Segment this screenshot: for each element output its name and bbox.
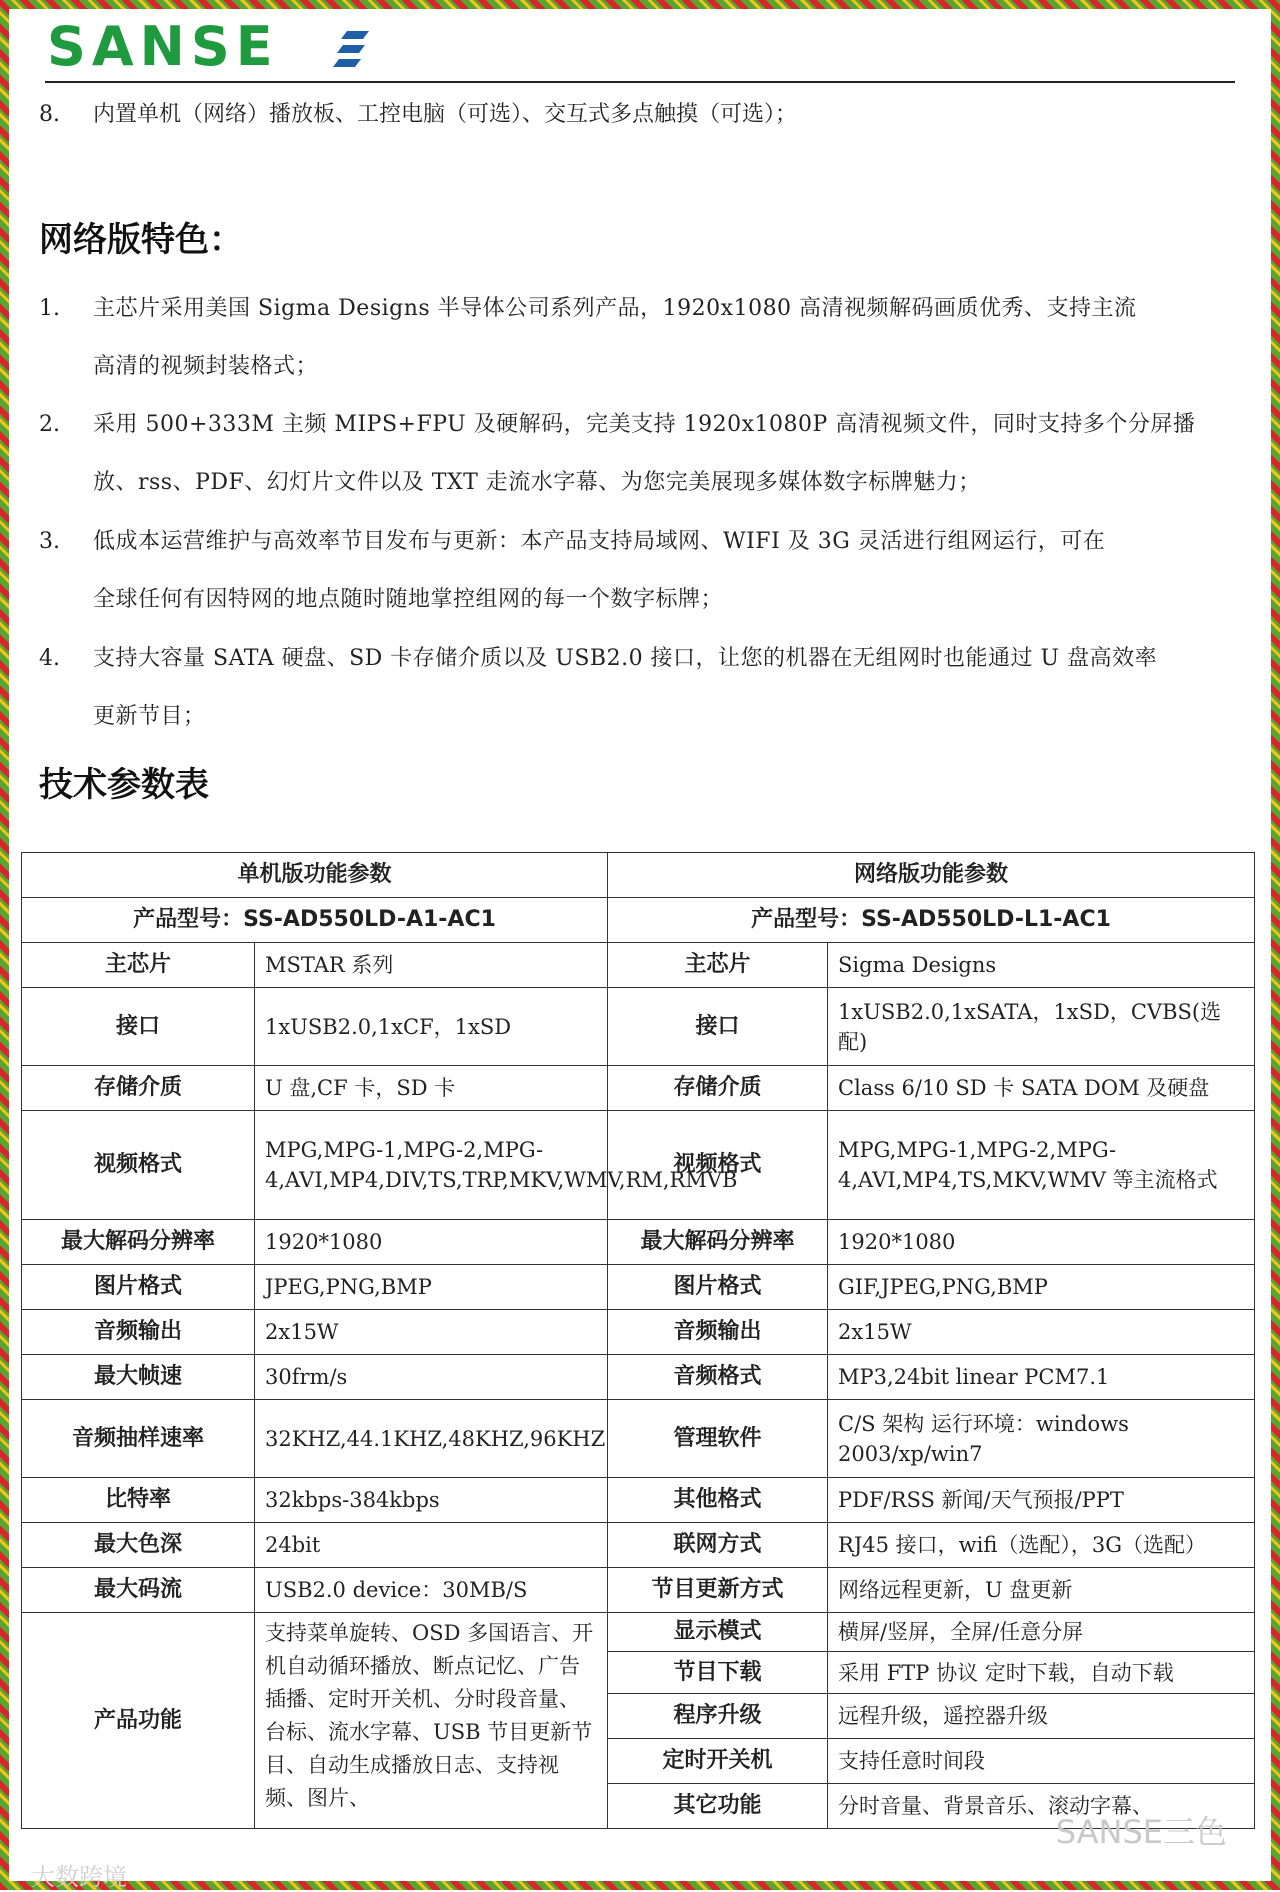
spec-value-left: U 盘,CF 卡，SD 卡 <box>255 1066 608 1111</box>
spec-value-right: 1xUSB2.0,1xSATA，1xSD，CVBS(选配) <box>828 988 1255 1066</box>
header-divider <box>45 81 1235 83</box>
logo-mark-icon <box>333 31 369 67</box>
spec-label-left: 最大解码分辨率 <box>22 1220 255 1265</box>
table-row <box>22 1066 1255 1111</box>
product-function-value: 支持菜单旋转、OSD 多国语言、开机自动循环播放、断点记忆、广告插播、定时开关机、分时段音量、台标、流水字幕、USB 节目更新节目、自动生成播放日志、支持视频、图片、 <box>255 1613 608 1829</box>
spec-value-right: 横屏/竖屏，全屏/任意分屏 <box>828 1613 1255 1652</box>
spec-value-right: GIF,JPEG,PNG,BMP <box>828 1265 1255 1310</box>
feature-2-number: 2. <box>39 412 60 437</box>
spec-label-right: 程序升级 <box>608 1694 828 1739</box>
spec-value-right: PDF/RSS 新闻/天气预报/PPT <box>828 1478 1255 1523</box>
spec-value-right: C/S 架构 运行环境：windows 2003/xp/win7 <box>828 1400 1255 1478</box>
feature-4-number: 4. <box>39 646 60 671</box>
spec-label-right: 节目下载 <box>608 1652 828 1694</box>
spec-value-right: Sigma Designs <box>828 943 1255 988</box>
spec-value-right: 支持任意时间段 <box>828 1739 1255 1784</box>
table-row <box>22 1613 1255 1652</box>
spec-label-right: 显示模式 <box>608 1613 828 1652</box>
table-row <box>22 1111 1255 1220</box>
network-header: 网络版功能参数 <box>608 853 1255 898</box>
spec-value-left: 24bit <box>255 1523 608 1568</box>
feature-4-text: 支持大容量 SATA 硬盘、SD 卡存储介质以及 USB2.0 接口，让您的机器在无组网时也能通过 U 盘高效率 更新节目； <box>93 646 1158 729</box>
table-row <box>22 1220 1255 1265</box>
spec-value-left: 1xUSB2.0,1xCF，1xSD <box>255 988 608 1066</box>
table-row <box>22 1400 1255 1478</box>
table-row <box>22 988 1255 1066</box>
document-page <box>9 9 1271 1891</box>
spec-value-left: 30frm/s <box>255 1355 608 1400</box>
spec-value-right: 1920*1080 <box>828 1220 1255 1265</box>
spec-label-right: 管理软件 <box>608 1400 828 1478</box>
spec-value-right: 2x15W <box>828 1310 1255 1355</box>
standalone-header: 单机版功能参数 <box>22 853 608 898</box>
table-row <box>22 1478 1255 1523</box>
feature-1-text: 主芯片采用美国 Sigma Designs 半导体公司系列产品，1920x1080 高清视频解码画质优秀、支持主流 高清的视频封装格式； <box>93 296 1137 379</box>
spec-table <box>21 852 1255 1829</box>
table-row <box>22 943 1255 988</box>
spec-label-left: 比特率 <box>22 1478 255 1523</box>
spec-value-right: MPG,MPG-1,MPG-2,MPG-4,AVI,MP4,TS,MKV,WMV 等主流格式 <box>828 1111 1255 1220</box>
spec-value-left: 1920*1080 <box>255 1220 608 1265</box>
spec-value-right: RJ45 接口，wifi（选配），3G（选配） <box>828 1523 1255 1568</box>
feature-2-text: 采用 500+333M 主频 MIPS+FPU 及硬解码，完美支持 1920x1080P 高清视频文件，同时支持多个分屏播 放、rss、PDF、幻灯片文件以及 TXT 走流水字幕、为您完美展现多媒体数字标牌魅力； <box>93 412 1196 495</box>
spec-value-left: JPEG,PNG,BMP <box>255 1265 608 1310</box>
spec-label-right: 图片格式 <box>608 1265 828 1310</box>
spec-label-right: 联网方式 <box>608 1523 828 1568</box>
logo-text: SANSE <box>47 15 279 78</box>
spec-table-title: 技术参数表 <box>39 765 209 805</box>
table-row <box>22 1310 1255 1355</box>
network-features-title: 网络版特色： <box>39 220 243 260</box>
sanse-logo <box>47 17 387 77</box>
spec-label-right: 视频格式 <box>608 1111 828 1220</box>
table-row <box>22 1568 1255 1613</box>
spec-value-right: 分时音量、背景音乐、滚动字幕、 <box>828 1784 1255 1829</box>
spec-label-right: 接口 <box>608 988 828 1066</box>
spec-label-left: 图片格式 <box>22 1265 255 1310</box>
standalone-model: 产品型号：SS-AD550LD-A1-AC1 <box>22 898 608 943</box>
spec-value-left: 32kbps-384kbps <box>255 1478 608 1523</box>
spec-label-left: 最大帧速 <box>22 1355 255 1400</box>
spec-label-right: 音频格式 <box>608 1355 828 1400</box>
spec-label-right: 其他格式 <box>608 1478 828 1523</box>
feature-3-text: 低成本运营维护与高效率节目发布与更新：本产品支持局域网、WIFI 及 3G 灵活进行组网运行，可在 全球任何有因特网的地点随时随地掌控组网的每一个数字标牌； <box>93 529 1106 612</box>
spec-value-left: 32KHZ,44.1KHZ,48KHZ,96KHZ <box>255 1400 608 1478</box>
spec-value-right: Class 6/10 SD 卡 SATA DOM 及硬盘 <box>828 1066 1255 1111</box>
spec-label-left: 主芯片 <box>22 943 255 988</box>
spec-label-left: 音频抽样速率 <box>22 1400 255 1478</box>
table-row <box>22 1265 1255 1310</box>
spec-label-right: 定时开关机 <box>608 1739 828 1784</box>
feature-1-number: 1. <box>39 296 60 321</box>
spec-value-left: MSTAR 系列 <box>255 943 608 988</box>
table-header-row <box>22 853 1255 898</box>
feature-3-number: 3. <box>39 529 60 554</box>
spec-label-right: 其它功能 <box>608 1784 828 1829</box>
spec-value-left: MPG,MPG-1,MPG-2,MPG-4,AVI,MP4,DIV,TS,TRP,MKV,WMV,RM,RMVB <box>255 1111 608 1220</box>
spec-value-right: 远程升级，遥控器升级 <box>828 1694 1255 1739</box>
spec-value-left: 2x15W <box>255 1310 608 1355</box>
intro-item-text: 内置单机（网络）播放板、工控电脑（可选）、交互式多点触摸（可选）； <box>93 102 798 127</box>
spec-label-right: 音频输出 <box>608 1310 828 1355</box>
intro-item-number: 8. <box>39 102 60 127</box>
spec-label-left: 视频格式 <box>22 1111 255 1220</box>
watermark-left: 大数跨境 <box>31 1863 127 1891</box>
watermark-right: SANSE三色 <box>1055 1813 1227 1851</box>
network-model: 产品型号：SS-AD550LD-L1-AC1 <box>608 898 1255 943</box>
spec-label-left: 最大色深 <box>22 1523 255 1568</box>
table-row <box>22 1523 1255 1568</box>
spec-label-left: 存储介质 <box>22 1066 255 1111</box>
spec-value-left: USB2.0 device：30MB/S <box>255 1568 608 1613</box>
spec-label-left: 接口 <box>22 988 255 1066</box>
spec-value-right: 采用 FTP 协议 定时下载，自动下载 <box>828 1652 1255 1694</box>
table-row <box>22 1355 1255 1400</box>
spec-label-right: 最大解码分辨率 <box>608 1220 828 1265</box>
spec-label-right: 主芯片 <box>608 943 828 988</box>
spec-label-right: 存储介质 <box>608 1066 828 1111</box>
table-model-row <box>22 898 1255 943</box>
spec-label-left: 最大码流 <box>22 1568 255 1613</box>
spec-label-right: 节目更新方式 <box>608 1568 828 1613</box>
product-function-label: 产品功能 <box>22 1613 255 1829</box>
spec-value-right: MP3,24bit linear PCM7.1 <box>828 1355 1255 1400</box>
spec-value-right: 网络远程更新，U 盘更新 <box>828 1568 1255 1613</box>
spec-label-left: 音频输出 <box>22 1310 255 1355</box>
